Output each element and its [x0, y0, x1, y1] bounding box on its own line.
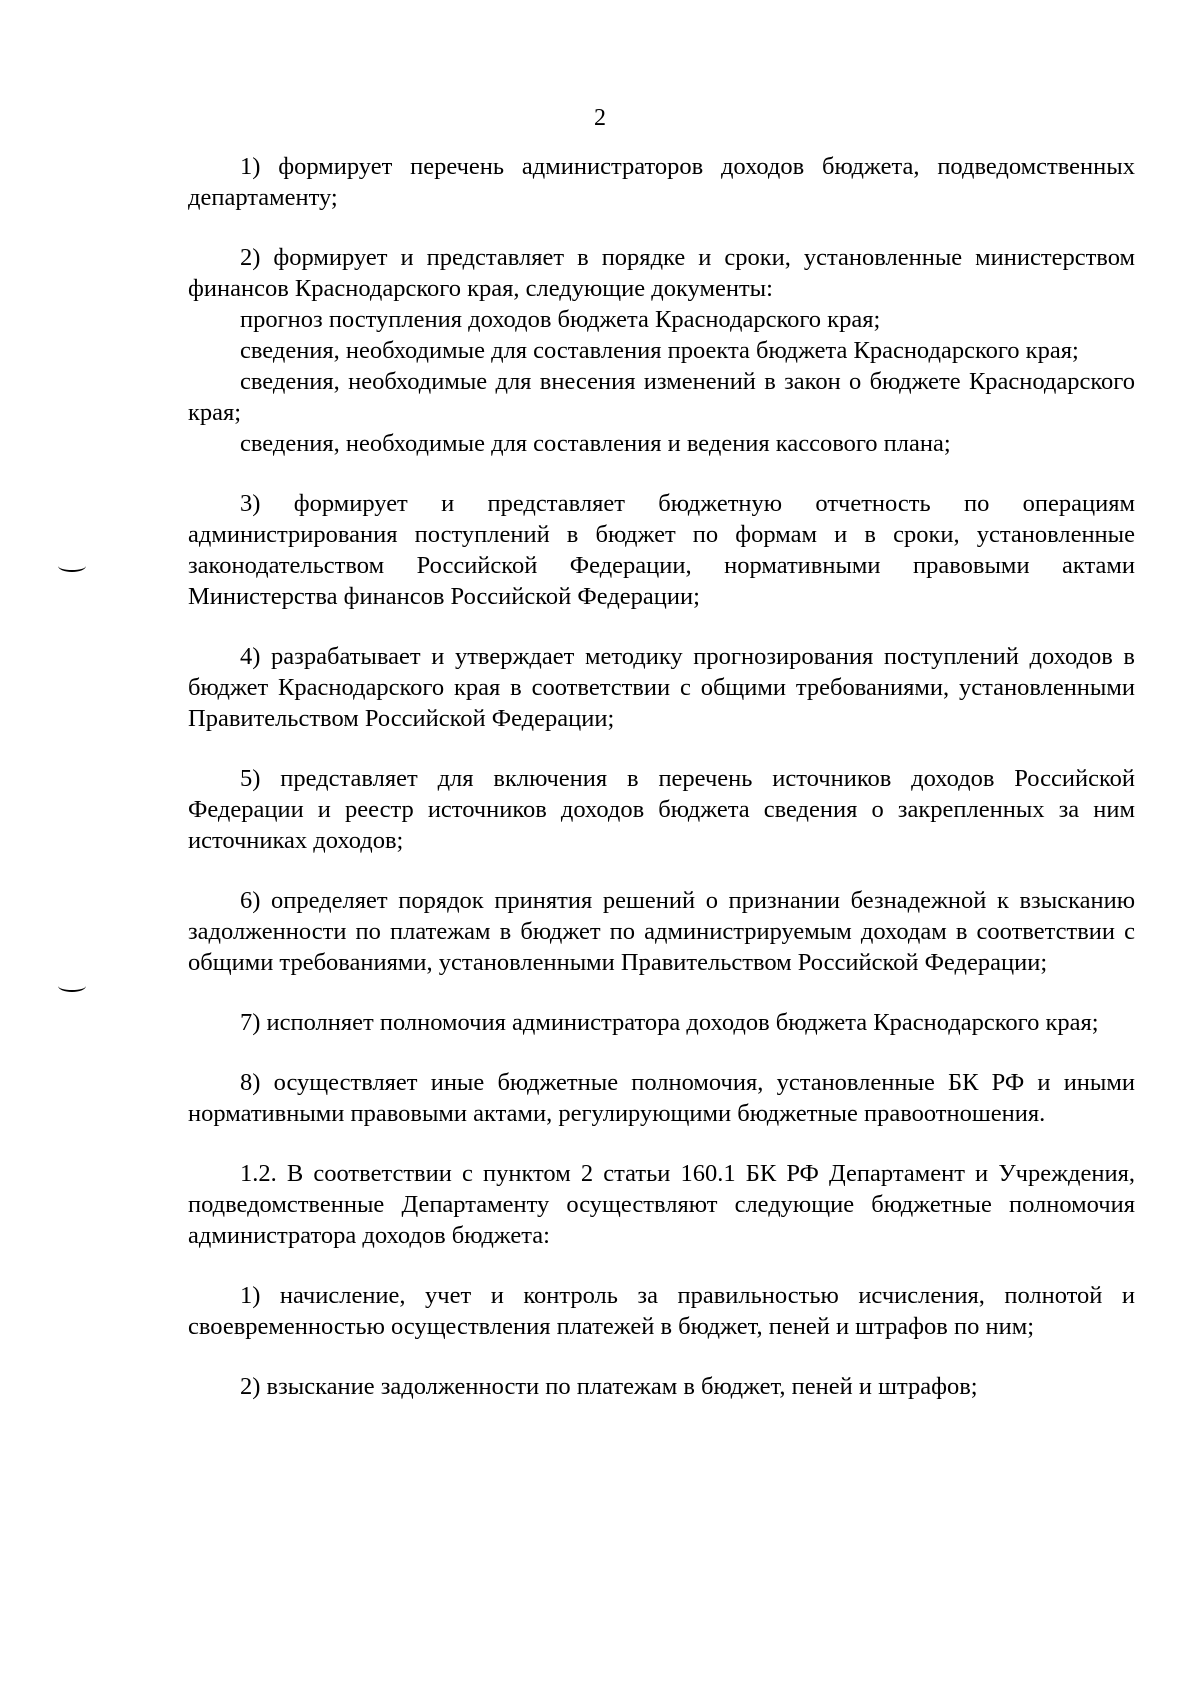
page-number: 2 — [594, 105, 606, 131]
paragraph: 1) начисление, учет и контроль за правильностью исчисления, полнотой и своевременностью осуществления платежей в бюджет, пеней и штрафов по ним; — [188, 1282, 1135, 1340]
paragraph: 1) формирует перечень администраторов доходов бюджета, подведомственных департаменту; — [188, 153, 1135, 211]
document-body — [188, 151, 1135, 1402]
paragraph: 7) исполняет полномочия администратора доходов бюджета Краснодарского края; — [240, 1009, 1099, 1036]
paragraph: 2) взыскание задолженности по платежам в бюджет, пеней и штрафов; — [240, 1373, 978, 1400]
binder-mark-bottom — [58, 980, 86, 992]
paragraph: 4) разрабатывает и утверждает методику прогнозирования поступлений доходов в бюджет Краснодарского края в соответствии с общими требованиями, установленными Правительством Российской Федерации; — [188, 643, 1135, 732]
paragraph: прогноз поступления доходов бюджета Краснодарского края; — [240, 306, 881, 333]
paragraph: 8) осуществляет иные бюджетные полномочия, установленные БК РФ и иными нормативными правовыми актами, регулирующими бюджетные правоотношения. — [188, 1069, 1135, 1127]
paragraph: 6) определяет порядок принятия решений о признании безнадежной к взысканию задолженности по платежам в бюджет по администрируемым доходам в соответствии с общими требованиями, установленными Правительством Российской Федерации; — [188, 887, 1135, 976]
binder-mark-top — [58, 560, 86, 572]
paragraph: 2) формирует и представляет в порядке и сроки, установленные министерством финансов Краснодарского края, следующие документы: — [188, 244, 1135, 302]
paragraph: 1.2. В соответствии с пунктом 2 статьи 160.1 БК РФ Департамент и Учреждения, подведомственные Департаменту осуществляют следующие бюджетные полномочия администратора доходов бюджета: — [188, 1160, 1135, 1249]
paragraph: 5) представляет для включения в перечень источников доходов Российской Федерации и реестр источников доходов бюджета сведения о закрепленных за ним источниках доходов; — [188, 765, 1135, 854]
paragraph: сведения, необходимые для составления и ведения кассового плана; — [240, 430, 951, 457]
paragraph: 3) формирует и представляет бюджетную отчетность по операциям администрирования поступлений в бюджет по формам и в сроки, установленные законодательством Российской Федерации, нормативными правовыми актами Министерства финансов Российской Федерации; — [188, 490, 1135, 610]
paragraph: сведения, необходимые для составления проекта бюджета Краснодарского края; — [240, 337, 1079, 364]
paragraph: сведения, необходимые для внесения изменений в закон о бюджете Краснодарского края; — [188, 368, 1135, 426]
